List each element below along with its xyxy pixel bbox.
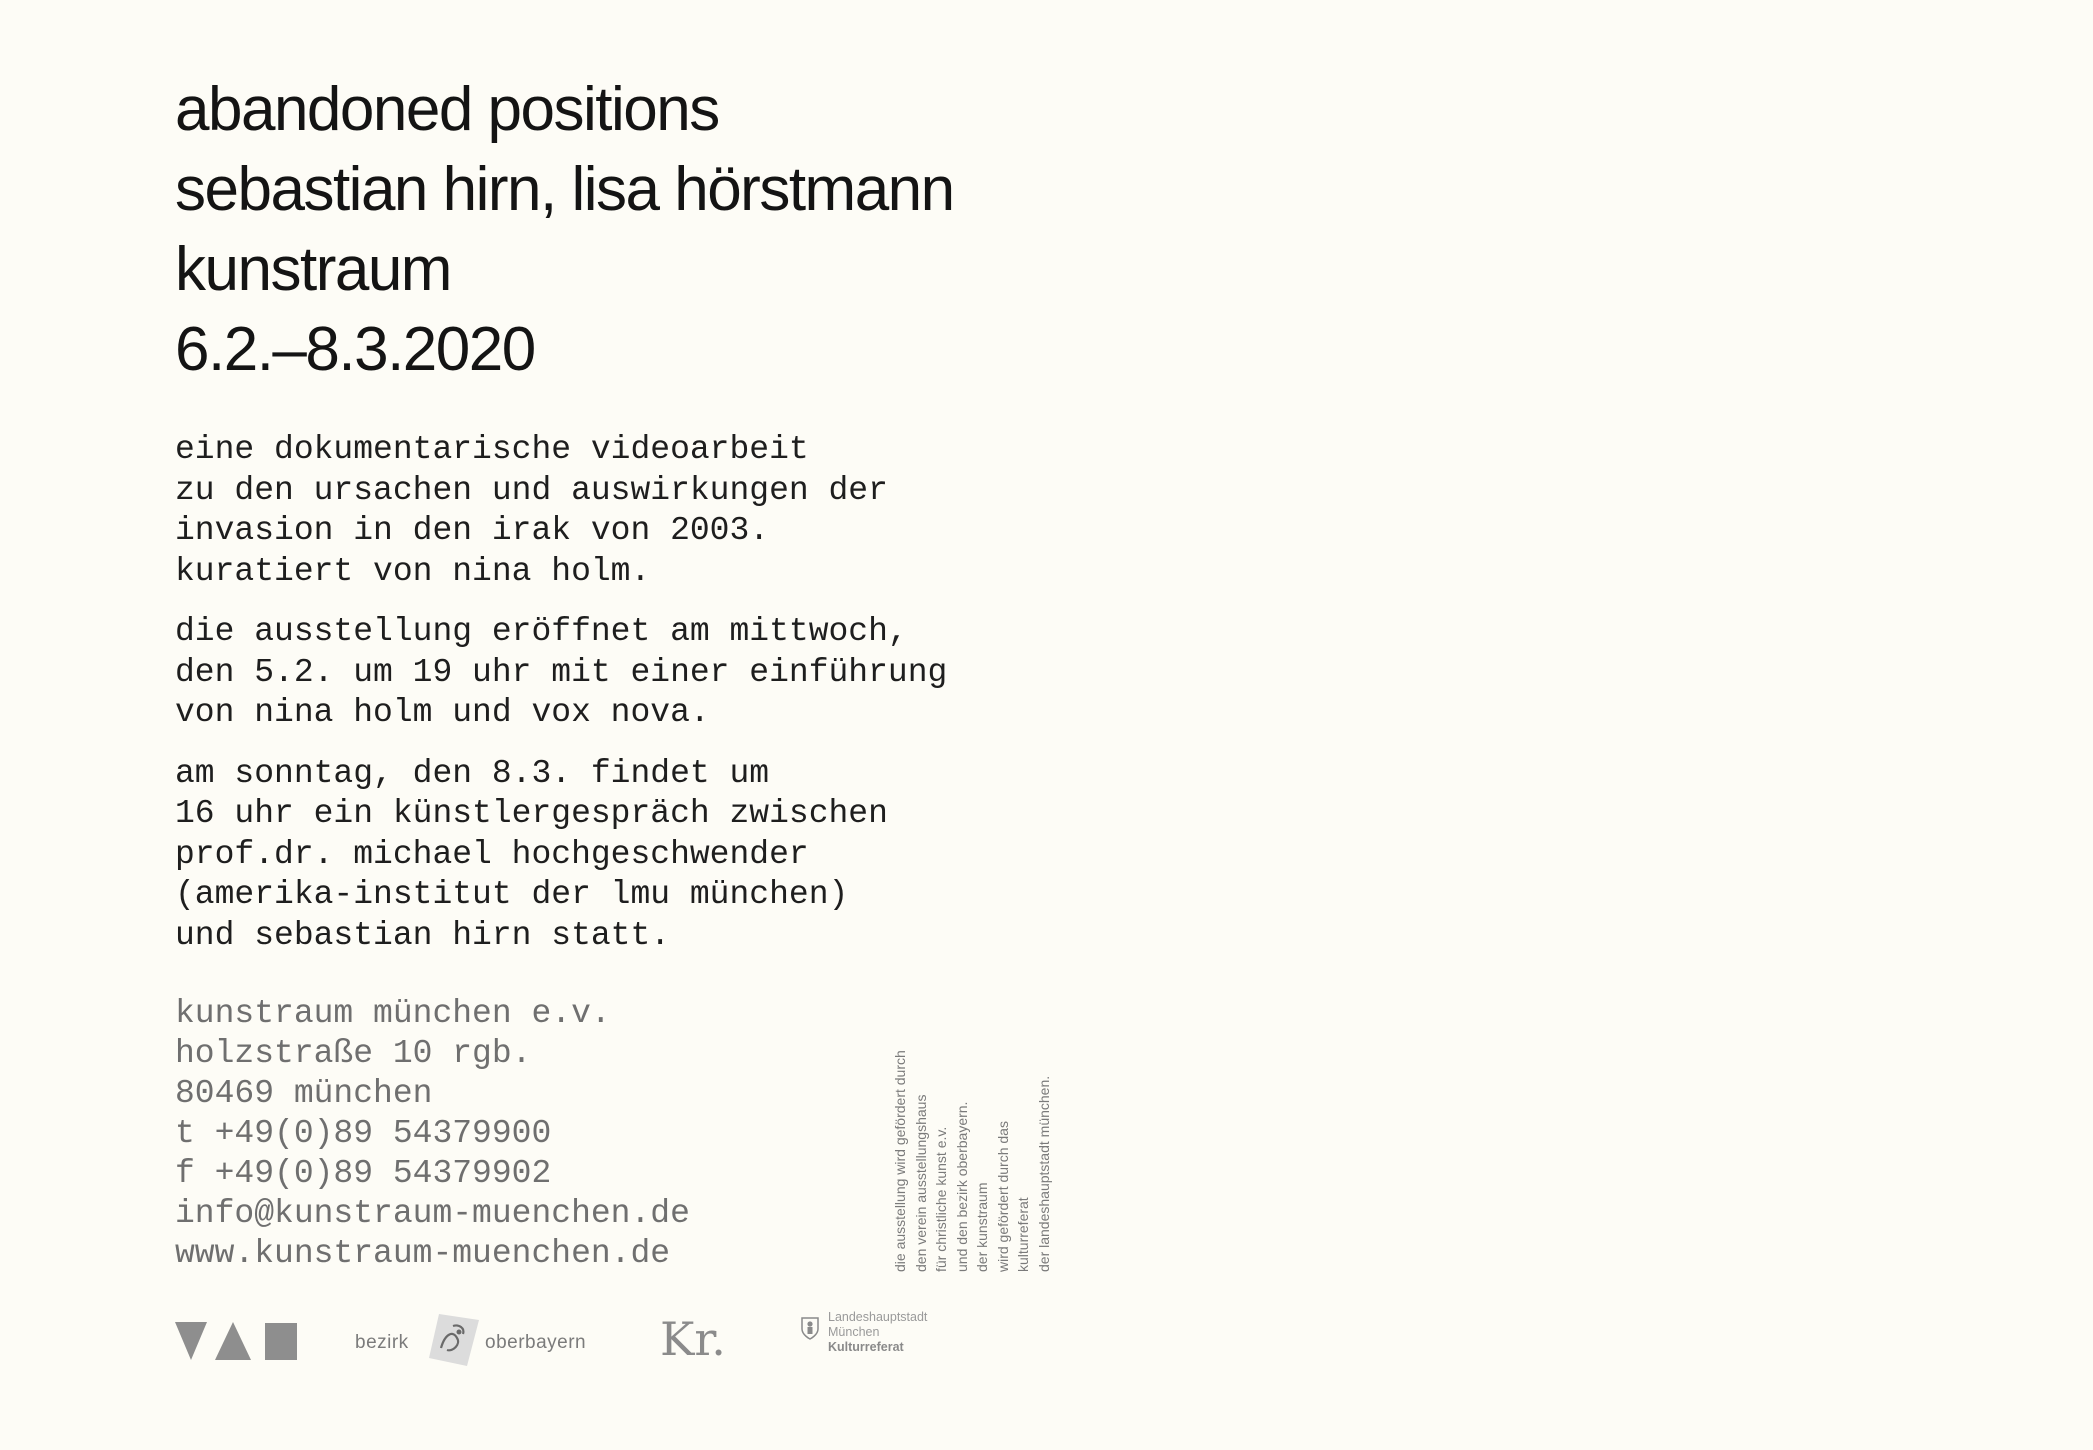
city: 80469 münchen	[175, 1075, 433, 1112]
text-line: von nina holm und vox nova.	[175, 694, 710, 731]
street-address: holzstraße 10 rgb.	[175, 1035, 532, 1072]
kr-logo: Kr.	[660, 1312, 726, 1366]
text-line: zu den ursachen und auswirkungen der	[175, 471, 888, 509]
sponsor-line: und den bezirk oberbayern.	[953, 1101, 970, 1272]
fax: f +49(0)89 54379902	[175, 1155, 552, 1192]
paragraph-opening	[175, 612, 947, 734]
sponsor-note	[890, 992, 1075, 1272]
exhibition-title: abandoned positions	[175, 75, 719, 144]
vab-logo-icon	[175, 1322, 297, 1362]
sponsor-line: der landeshauptstadt münchen.	[1035, 1075, 1052, 1272]
org-name: kunstraum münchen e.v.	[175, 995, 611, 1032]
text-line: invasion in den irak von 2003.	[175, 512, 770, 549]
email-link[interactable]: info@kunstraum-muenchen.de	[175, 1195, 690, 1232]
text-line: 16 uhr ein künstlergespräch zwischen	[175, 795, 888, 832]
contact-block	[175, 994, 690, 1274]
description	[175, 430, 947, 976]
text-line: kuratiert von nina holm.	[175, 552, 651, 590]
bezirk-oberbayern-icon	[423, 1310, 483, 1370]
text-line: eine dokumentarische videoarbeit	[175, 431, 809, 468]
oberbayern-label: oberbayern	[485, 1332, 587, 1353]
sponsor-line: wird gefördert durch das	[994, 1121, 1011, 1272]
text-line: (amerika-institut der lmu münchen)	[175, 876, 849, 913]
heading-block	[175, 70, 954, 390]
logo-row	[175, 1310, 975, 1380]
sponsor-line: für christliche kunst e.v.	[933, 1126, 949, 1272]
bezirk-label: bezirk	[355, 1332, 409, 1353]
website-link[interactable]: www.kunstraum-muenchen.de	[175, 1235, 671, 1272]
lhm-line2: München	[828, 1325, 880, 1339]
text-line: prof.dr. michael hochgeschwender	[175, 835, 809, 873]
lhm-logo	[800, 1310, 970, 1370]
lhm-line3: Kulturreferat	[828, 1340, 904, 1354]
sponsor-line: den verein ausstellungshaus	[912, 1094, 929, 1272]
phone: t +49(0)89 54379900	[175, 1115, 552, 1152]
paragraph-intro	[175, 430, 947, 592]
bezirk-oberbayern-logo	[355, 1310, 605, 1370]
lhm-text	[828, 1310, 927, 1355]
text-line: den 5.2. um 19 uhr mit einer einführung	[175, 653, 948, 691]
exhibition-dates: 6.2.–8.3.2020	[175, 315, 535, 384]
venue: kunstraum	[175, 235, 451, 304]
paragraph-talk	[175, 754, 947, 957]
artists: sebastian hirn, lisa hörstmann	[175, 155, 954, 224]
lhm-line1: Landeshauptstadt	[828, 1310, 928, 1324]
sponsor-line: der kunstraum	[974, 1182, 990, 1272]
text-line: und sebastian hirn statt.	[175, 916, 671, 954]
text-line: am sonntag, den 8.3. findet um	[175, 754, 770, 792]
sponsor-line: kulturreferat	[1015, 1197, 1031, 1272]
munich-crest-icon	[800, 1316, 820, 1340]
text-line: die ausstellung eröffnet am mittwoch,	[175, 613, 908, 650]
sponsor-line: die ausstellung wird gefördert durch	[892, 1050, 908, 1272]
